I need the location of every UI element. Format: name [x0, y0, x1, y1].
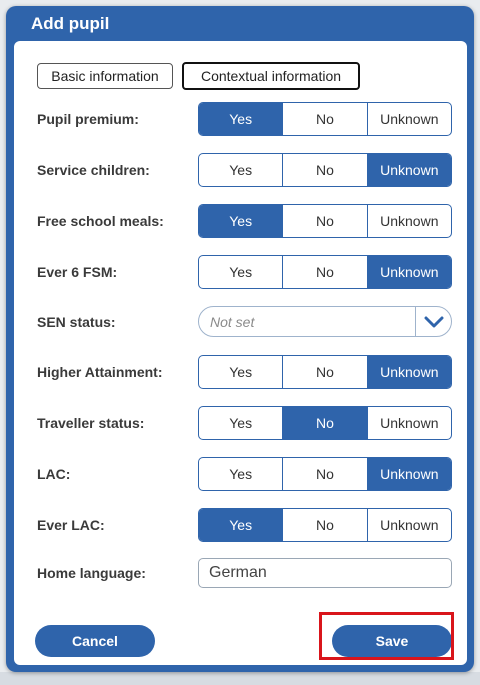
field-row-lac [14, 457, 467, 491]
dropdown-toggle-button[interactable] [415, 307, 451, 336]
ever-6-fsm-toggle [198, 255, 452, 289]
ever-lac-no-button[interactable]: No [282, 509, 366, 541]
tab-contextual-information[interactable]: Contextual information [182, 62, 360, 90]
chevron-down-icon [424, 316, 444, 328]
free-school-meals-toggle [198, 204, 452, 238]
sen-status-placeholder: Not set [210, 313, 255, 330]
field-row-traveller-status [14, 406, 467, 440]
field-label: Ever LAC: [37, 517, 105, 533]
ever-lac-yes-button[interactable]: Yes [199, 509, 282, 541]
ever-6-fsm-no-button[interactable]: No [282, 256, 366, 288]
ever-6-fsm-yes-button[interactable]: Yes [229, 264, 253, 280]
traveller-status-yes-button[interactable]: Yes [229, 415, 253, 431]
higher-attainment-no-button[interactable]: No [282, 356, 366, 388]
field-row-pupil-premium [14, 102, 467, 136]
field-label: SEN status: [37, 314, 116, 330]
home-language-input[interactable]: German [198, 558, 452, 588]
free-school-meals-no-button[interactable]: No [282, 205, 366, 237]
field-label: Traveller status: [37, 415, 145, 431]
ever-lac-unknown-button[interactable]: Unknown [367, 509, 451, 541]
pupil-premium-toggle [198, 102, 452, 136]
field-row-free-school-meals [14, 204, 467, 238]
lac-toggle [198, 457, 452, 491]
traveller-status-no-button[interactable]: No [282, 407, 366, 439]
background-strip [0, 672, 480, 685]
service-children-unknown-button[interactable]: Unknown [367, 154, 451, 186]
field-label: Service children: [37, 162, 150, 178]
field-row-service-children [14, 153, 467, 187]
lac-yes-button[interactable]: Yes [229, 466, 253, 482]
dialog-title: Add pupil [31, 14, 110, 33]
field-row-higher-attainment [14, 355, 467, 389]
field-label: Ever 6 FSM: [37, 264, 118, 280]
traveller-status-unknown-button[interactable]: Unknown [367, 407, 451, 439]
field-label: Free school meals: [37, 213, 164, 229]
higher-attainment-toggle [198, 355, 452, 389]
traveller-status-toggle [198, 406, 452, 440]
field-label: Pupil premium: [37, 111, 139, 127]
ever-6-fsm-unknown-button[interactable]: Unknown [367, 256, 451, 288]
pupil-premium-no-button[interactable]: No [282, 103, 366, 135]
service-children-toggle [198, 153, 452, 187]
lac-unknown-button[interactable]: Unknown [367, 458, 451, 490]
tab-basic-information[interactable]: Basic information [37, 63, 173, 89]
field-label: Home language: [37, 565, 146, 581]
add-pupil-dialog [6, 6, 474, 672]
higher-attainment-yes-button[interactable]: Yes [229, 364, 253, 380]
dialog-body [14, 41, 467, 665]
field-row-home-language [14, 556, 467, 590]
field-row-ever-6-fsm [14, 255, 467, 289]
free-school-meals-unknown-button[interactable]: Unknown [367, 205, 451, 237]
free-school-meals-yes-button[interactable]: Yes [199, 205, 282, 237]
pupil-premium-unknown-button[interactable]: Unknown [367, 103, 451, 135]
save-button[interactable]: Save [332, 625, 452, 657]
field-label: Higher Attainment: [37, 364, 163, 380]
sen-status-dropdown[interactable] [198, 306, 452, 337]
save-highlight-box [319, 612, 454, 660]
field-row-sen-status [14, 305, 467, 339]
service-children-yes-button[interactable]: Yes [229, 162, 253, 178]
ever-lac-toggle [198, 508, 452, 542]
service-children-no-button[interactable]: No [282, 154, 366, 186]
higher-attainment-unknown-button[interactable]: Unknown [367, 356, 451, 388]
cancel-button[interactable]: Cancel [35, 625, 155, 657]
pupil-premium-yes-button[interactable]: Yes [199, 103, 282, 135]
lac-no-button[interactable]: No [282, 458, 366, 490]
field-row-ever-lac [14, 508, 467, 542]
field-label: LAC: [37, 466, 71, 482]
